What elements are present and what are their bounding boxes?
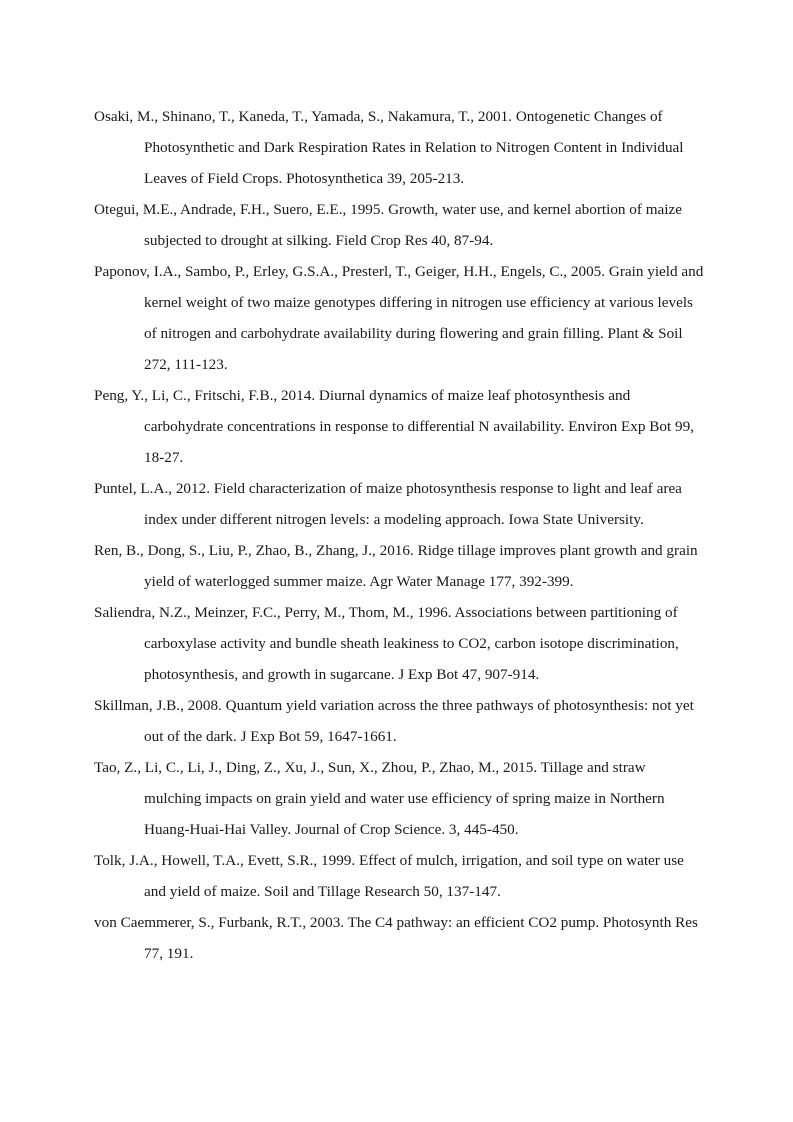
reference-entry: Skillman, J.B., 2008. Quantum yield variation across the three pathways of photosynthesis: not yet out of the dark. J Exp Bot 59, 1647-1661. [94, 697, 694, 745]
reference-list [94, 101, 704, 969]
reference-entry: Paponov, I.A., Sambo, P., Erley, G.S.A., Presterl, T., Geiger, H.H., Engels, C., 2005. Grain yield and kernel weight of two maize genotypes differing in nitrogen use efficiency at various levels of nitrogen and carbohydrate availability during flowering and grain filling. Plant & Soil 272, 111-123. [94, 263, 704, 373]
reference-entry: von Caemmerer, S., Furbank, R.T., 2003. The C4 pathway: an efficient CO2 pump. Photosynth Res 77, 191. [94, 914, 698, 962]
reference-entry: Tao, Z., Li, C., Li, J., Ding, Z., Xu, J., Sun, X., Zhou, P., Zhao, M., 2015. Tillage and straw mulching impacts on grain yield and water use efficiency of spring maize in Northern Huang-Huai-Hai Valley. Journal of Crop Science. 3, 445-450. [94, 759, 665, 838]
reference-entry: Osaki, M., Shinano, T., Kaneda, T., Yamada, S., Nakamura, T., 2001. Ontogenetic Changes of Photosynthetic and Dark Respiration Rates in Relation to Nitrogen Content in Individual Leaves of Field Crops. Photosynthetica 39, 205-213. [94, 108, 684, 187]
reference-entry: Peng, Y., Li, C., Fritschi, F.B., 2014. Diurnal dynamics of maize leaf photosynthesis and carbohydrate concentrations in response to differential N availability. Environ Exp Bot 99, 18-27. [94, 387, 694, 466]
reference-entry: Saliendra, N.Z., Meinzer, F.C., Perry, M., Thom, M., 1996. Associations between partitioning of carboxylase activity and bundle sheath leakiness to CO2, carbon isotope discrimination, photosynthesis, and growth in sugarcane. J Exp Bot 47, 907-914. [94, 604, 679, 683]
reference-entry: Ren, B., Dong, S., Liu, P., Zhao, B., Zhang, J., 2016. Ridge tillage improves plant growth and grain yield of waterlogged summer maize. Agr Water Manage 177, 392-399. [94, 542, 698, 590]
reference-entry: Puntel, L.A., 2012. Field characterization of maize photosynthesis response to light and leaf area index under different nitrogen levels: a modeling approach. Iowa State University. [94, 480, 682, 528]
reference-entry: Otegui, M.E., Andrade, F.H., Suero, E.E., 1995. Growth, water use, and kernel abortion of maize subjected to drought at silking. Field Crop Res 40, 87-94. [94, 201, 683, 249]
reference-entry: Tolk, J.A., Howell, T.A., Evett, S.R., 1999. Effect of mulch, irrigation, and soil type on water use and yield of maize. Soil and Tillage Research 50, 137-147. [94, 852, 684, 900]
